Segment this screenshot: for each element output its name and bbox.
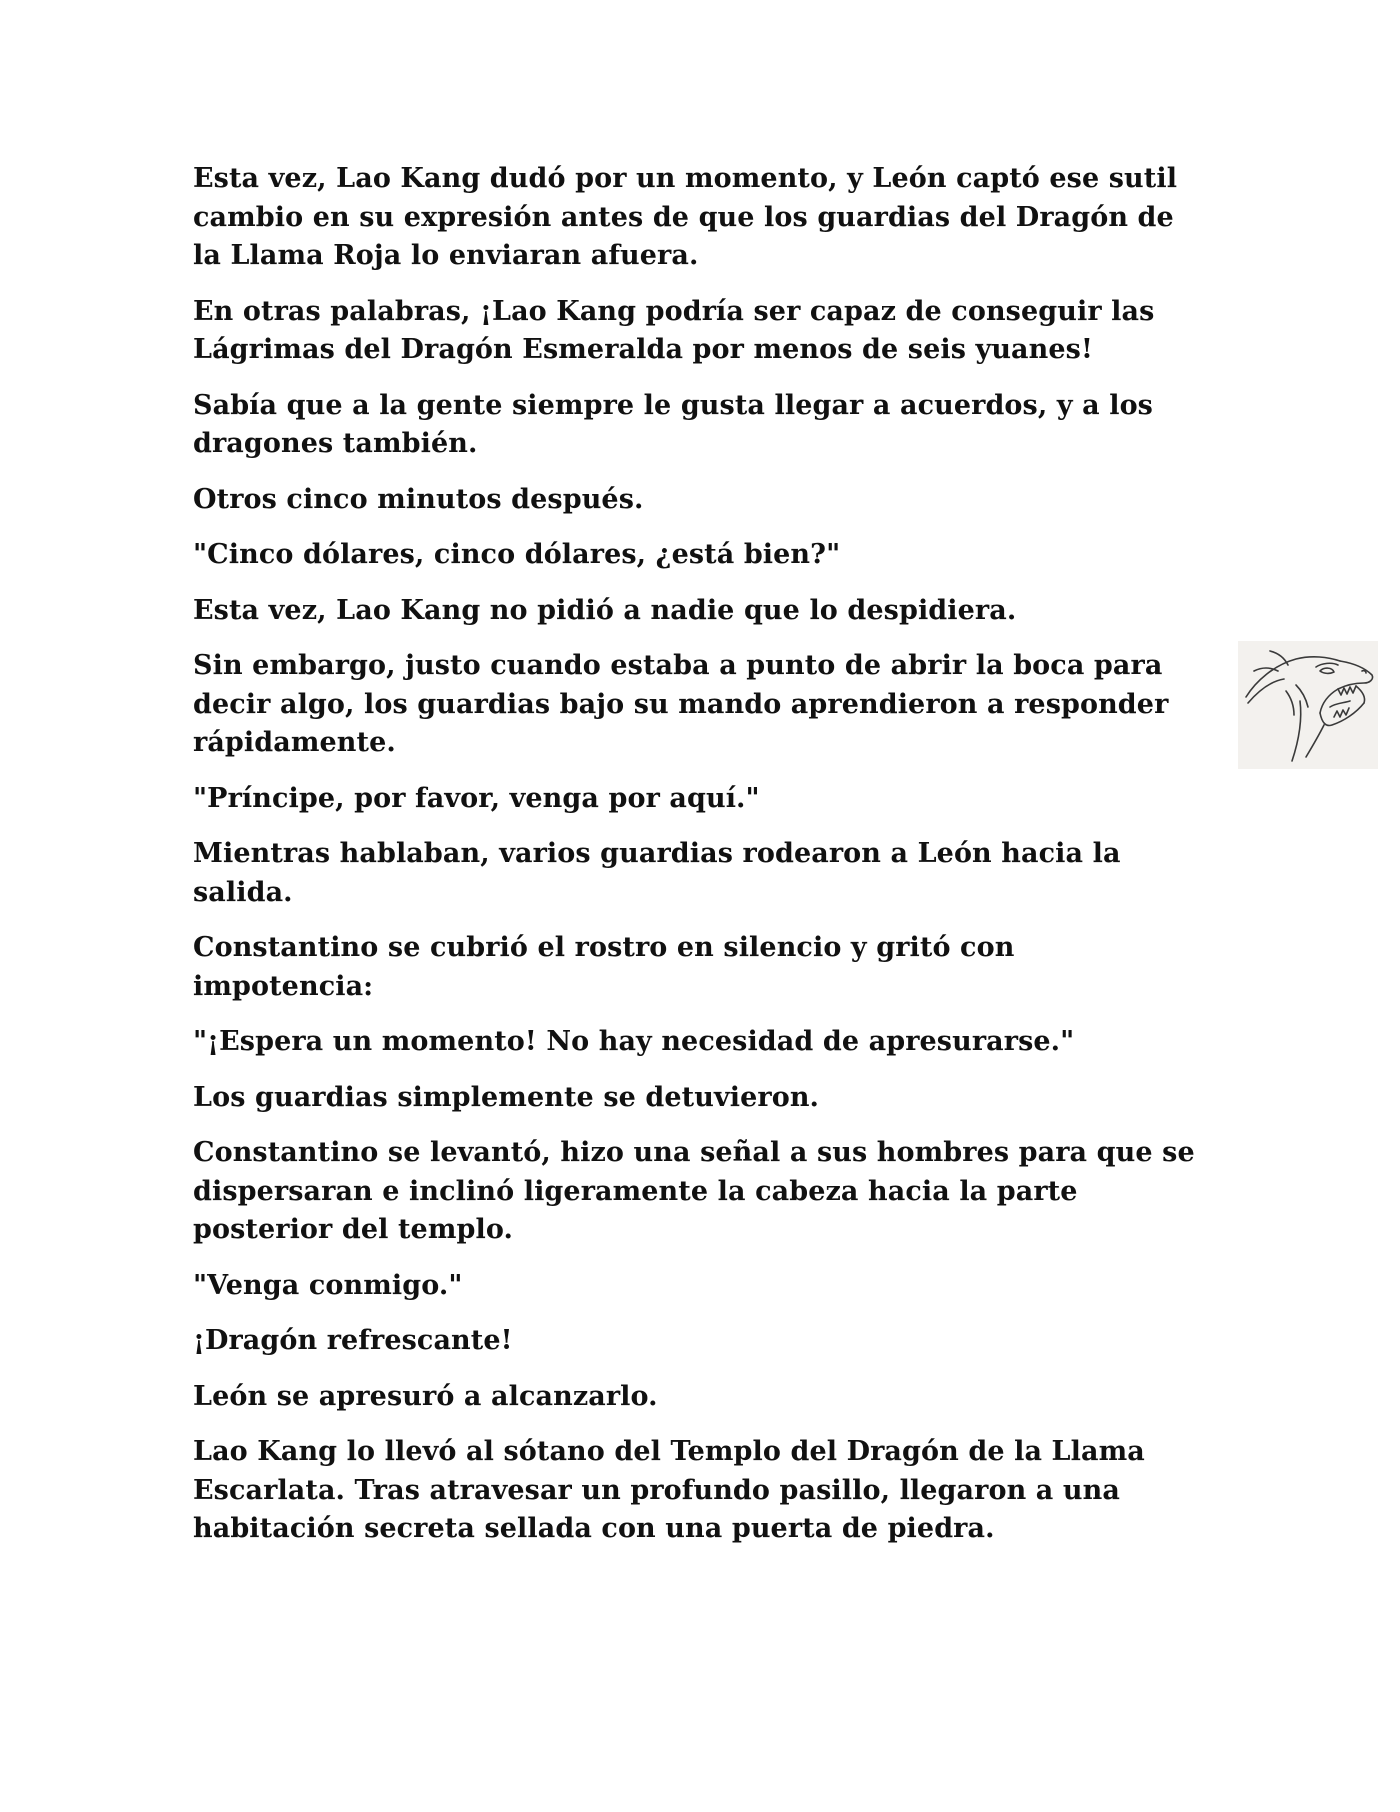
paragraph: ¡Dragón refrescante!: [193, 1325, 513, 1356]
paragraph: Sabía que a la gente siempre le gusta llegar a acuerdos, y a los dragones también.: [193, 389, 1153, 459]
paragraph: Constantino se cubrió el rostro en silencio y gritó con impotencia:: [193, 932, 1015, 1002]
paragraph: Lao Kang lo llevó al sótano del Templo del Dragón de la Llama Escarlata. Tras atravesar un profundo pasillo, llegaron a una habitación secreta sellada con una puerta de piedra.: [193, 1436, 1145, 1544]
paragraph: Mientras hablaban, varios guardias rodearon a León hacia la salida.: [193, 838, 1121, 908]
paragraph: "Venga conmigo.": [193, 1269, 463, 1301]
paragraph: "¡Espera un momento! No hay necesidad de apresurarse.": [193, 1026, 1075, 1057]
paragraph: Los guardias simplemente se detuvieron.: [193, 1081, 820, 1113]
paragraph: "Cinco dólares, cinco dólares, ¿está bien?": [193, 539, 841, 570]
paragraph: Otros cinco minutos después.: [193, 483, 644, 515]
paragraph: "Príncipe, por favor, venga por aquí.": [193, 782, 760, 814]
story-text: [193, 160, 1203, 1566]
paragraph: Esta vez, Lao Kang no pidió a nadie que lo despidiera.: [193, 594, 1017, 626]
paragraph: En otras palabras, ¡Lao Kang podría ser capaz de conseguir las Lágrimas del Dragón Esmeralda por menos de seis yuanes!: [193, 295, 1155, 365]
dragon-head-sketch-icon: [1238, 641, 1378, 769]
paragraph: Constantino se levantó, hizo una señal a sus hombres para que se dispersaran e inclinó ligeramente la cabeza hacia la parte posterior del templo.: [193, 1137, 1195, 1245]
paragraph: León se apresuró a alcanzarlo.: [193, 1380, 658, 1412]
paragraph: Sin embargo, justo cuando estaba a punto de abrir la boca para decir algo, los guardias bajo su mando aprendieron a responder rápidamente.: [193, 650, 1169, 758]
paragraph: Esta vez, Lao Kang dudó por un momento, y León captó ese sutil cambio en su expresión antes de que los guardias del Dragón de la Llama Roja lo enviaran afuera.: [193, 163, 1178, 271]
